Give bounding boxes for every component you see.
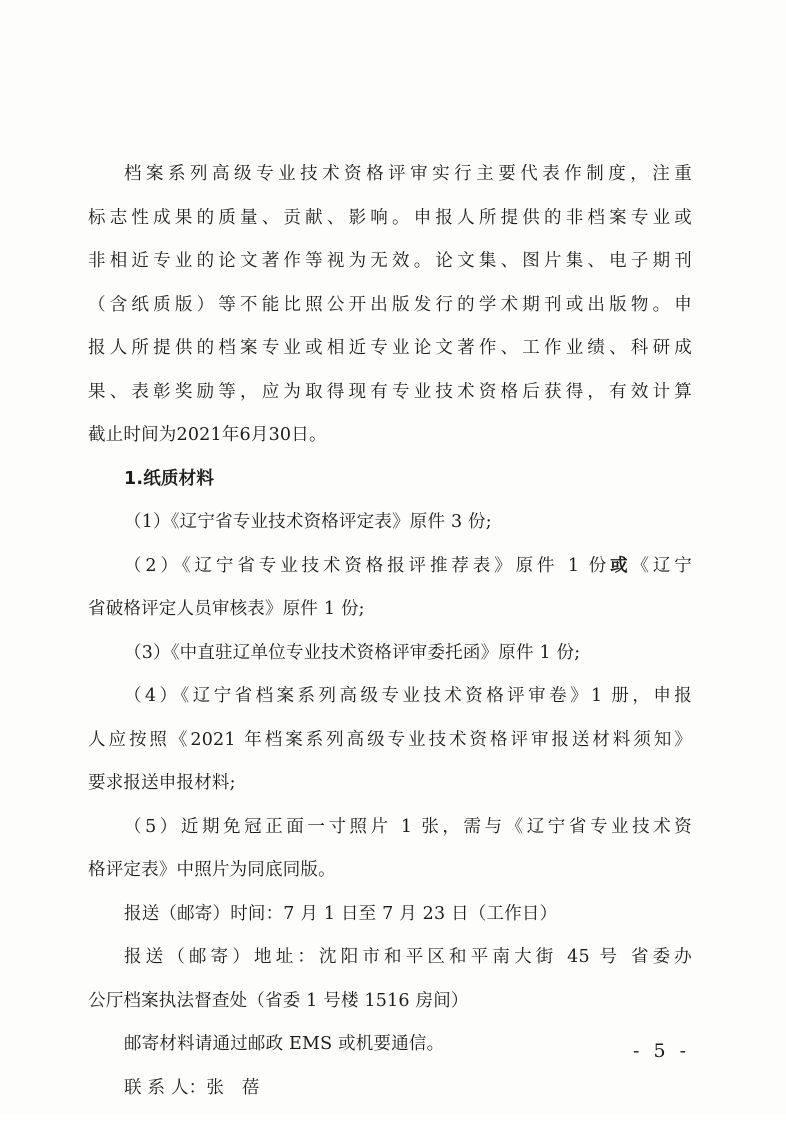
paragraph-line: 档案系列高级专业技术资格评审实行主要代表作制度，注重 [124, 164, 692, 184]
paragraph-line: 非相近专业的论文著作等视为无效。论文集、图片集、电子期刊 [88, 251, 692, 271]
contact-line [88, 1078, 692, 1098]
submit-time: 报送（邮寄）时间：7 月 1 日至 7 月 23 日（工作日） [124, 903, 558, 924]
paragraph-line: 截止时间为2021年6月30日。 [88, 425, 327, 445]
or-keyword: 或 [610, 555, 632, 576]
mail-note: 邮寄材料请通过邮政 EMS 或机要通信。 [124, 1034, 445, 1054]
list-item-continuation: 人应按照《2021 年档案系列高级专业技术资格评审报送材料须知》 [88, 729, 692, 750]
list-item: （5）近期免冠正面一寸照片 1 张，需与《辽宁省专业技术资 [124, 816, 692, 837]
list-item-continuation: 格评定表》中照片为同底同版。 [88, 860, 336, 880]
list-item-continuation: 省破格评定人员审核表》原件 1 份; [88, 599, 365, 619]
list-item-text: 《辽宁 [631, 555, 692, 576]
list-item: （1）《辽宁省专业技术资格评定表》原件 3 份; [124, 512, 492, 532]
list-item-text: （2）《辽宁省专业技术资格报评推荐表》原件 1 份 [124, 555, 611, 576]
paragraph-line: 报人所提供的档案专业或相近专业论文著作、工作业绩、科研成 [88, 338, 692, 358]
submit-address: 报送（邮寄）地址：沈阳市和平区和平南大街 45 号 省委办 [124, 947, 692, 967]
paragraph-line: （含纸质版）等不能比照公开出版发行的学术期刊或出版物。申 [88, 294, 692, 315]
page-number: - 5 - [632, 1040, 690, 1062]
list-item: （4）《辽宁省档案系列高级专业技术资格评审卷》1 册，申报 [124, 686, 692, 706]
submit-address-continuation: 公厅档案执法督查处（省委 1 号楼 1516 房间） [88, 990, 469, 1011]
paragraph-line: 标志性成果的质量、贡献、影响。申报人所提供的非档案专业或 [88, 207, 692, 228]
list-item: （3）《中直驻辽单位专业技术资格评审委托函》原件 1 份; [124, 642, 581, 663]
list-item [88, 556, 692, 576]
paragraph-line: 果、表彰奖励等，应为取得现有专业技术资格后获得，有效计算 [88, 381, 692, 402]
contact-label: 联 系 人： [124, 1077, 207, 1098]
list-item-continuation: 要求报送申报材料; [88, 773, 236, 793]
section-heading: 1.纸质材料 [124, 468, 215, 489]
contact-name: 张 蓓 [206, 1077, 260, 1098]
document-body [88, 164, 692, 1121]
